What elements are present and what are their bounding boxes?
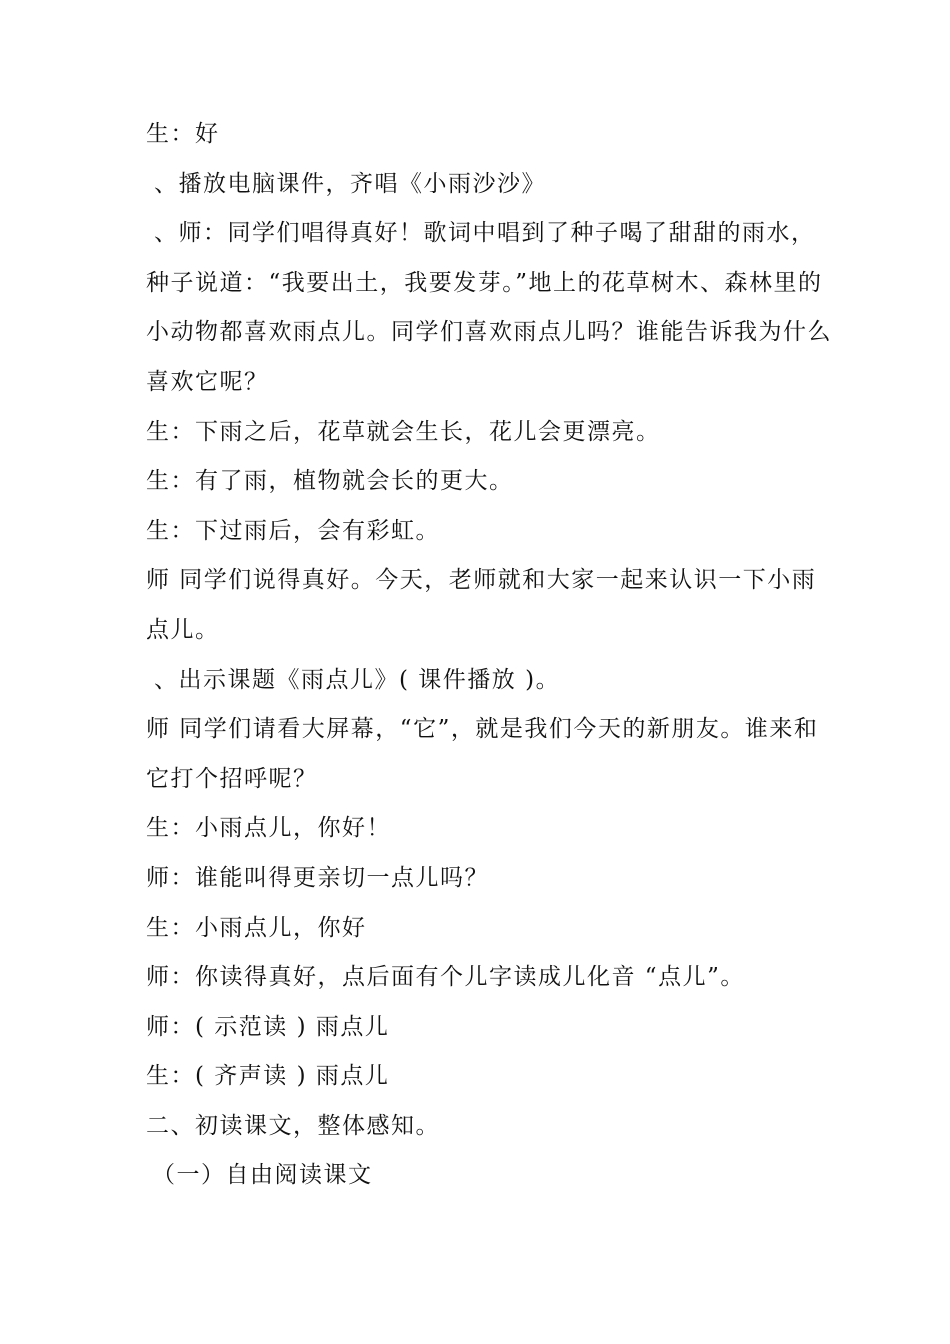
text-line: 、师：同学们唱得真好！歌词中唱到了种子喝了甜甜的雨水，: [154, 220, 816, 247]
text-line: 师：你读得真好，点后面有个儿字读成儿化音 “点儿”。: [146, 964, 745, 991]
text-line: 小动物都喜欢雨点儿。同学们喜欢雨点儿吗？谁能告诉我为什么: [146, 319, 832, 346]
text-line: 种子说道：“我要出土，我要发芽。”地上的花草树木、森林里的: [146, 269, 823, 296]
text-line: 、播放电脑课件，齐唱《小雨沙沙》: [154, 170, 546, 197]
text-line: 师 同学们请看大屏幕，“它”，就是我们今天的新朋友。谁来和: [146, 716, 819, 743]
text-line: 生：( 齐声读 ) 雨点儿: [146, 1063, 390, 1090]
text-line: 生：有了雨，植物就会长的更大。: [146, 468, 514, 495]
document-body: [146, 116, 832, 1207]
text-line: 师：( 示范读 ) 雨点儿: [146, 1013, 390, 1040]
text-line: 生：下过雨后，会有彩虹。: [146, 517, 440, 544]
text-line: 生：小雨点儿，你好！: [146, 815, 391, 842]
text-line: 生：下雨之后，花草就会生长，花儿会更漂亮。: [146, 418, 661, 445]
text-line: 、出示课题《雨点儿》( 课件播放 )。: [154, 666, 561, 693]
subsection-heading: （一）自由阅读课文: [152, 1162, 373, 1189]
text-line: 生：小雨点儿，你好: [146, 914, 367, 941]
text-line: 生：好: [146, 121, 220, 147]
text-line: 师：谁能叫得更亲切一点儿吗？: [146, 864, 489, 891]
text-line: 喜欢它呢？: [146, 368, 269, 395]
text-line: 师 同学们说得真好。今天，老师就和大家一起来认识一下小雨: [146, 567, 817, 594]
text-line: 它打个招呼呢？: [146, 765, 318, 792]
section-heading: 二、初读课文，整体感知。: [146, 1112, 440, 1139]
text-line: 点儿。: [146, 616, 220, 643]
